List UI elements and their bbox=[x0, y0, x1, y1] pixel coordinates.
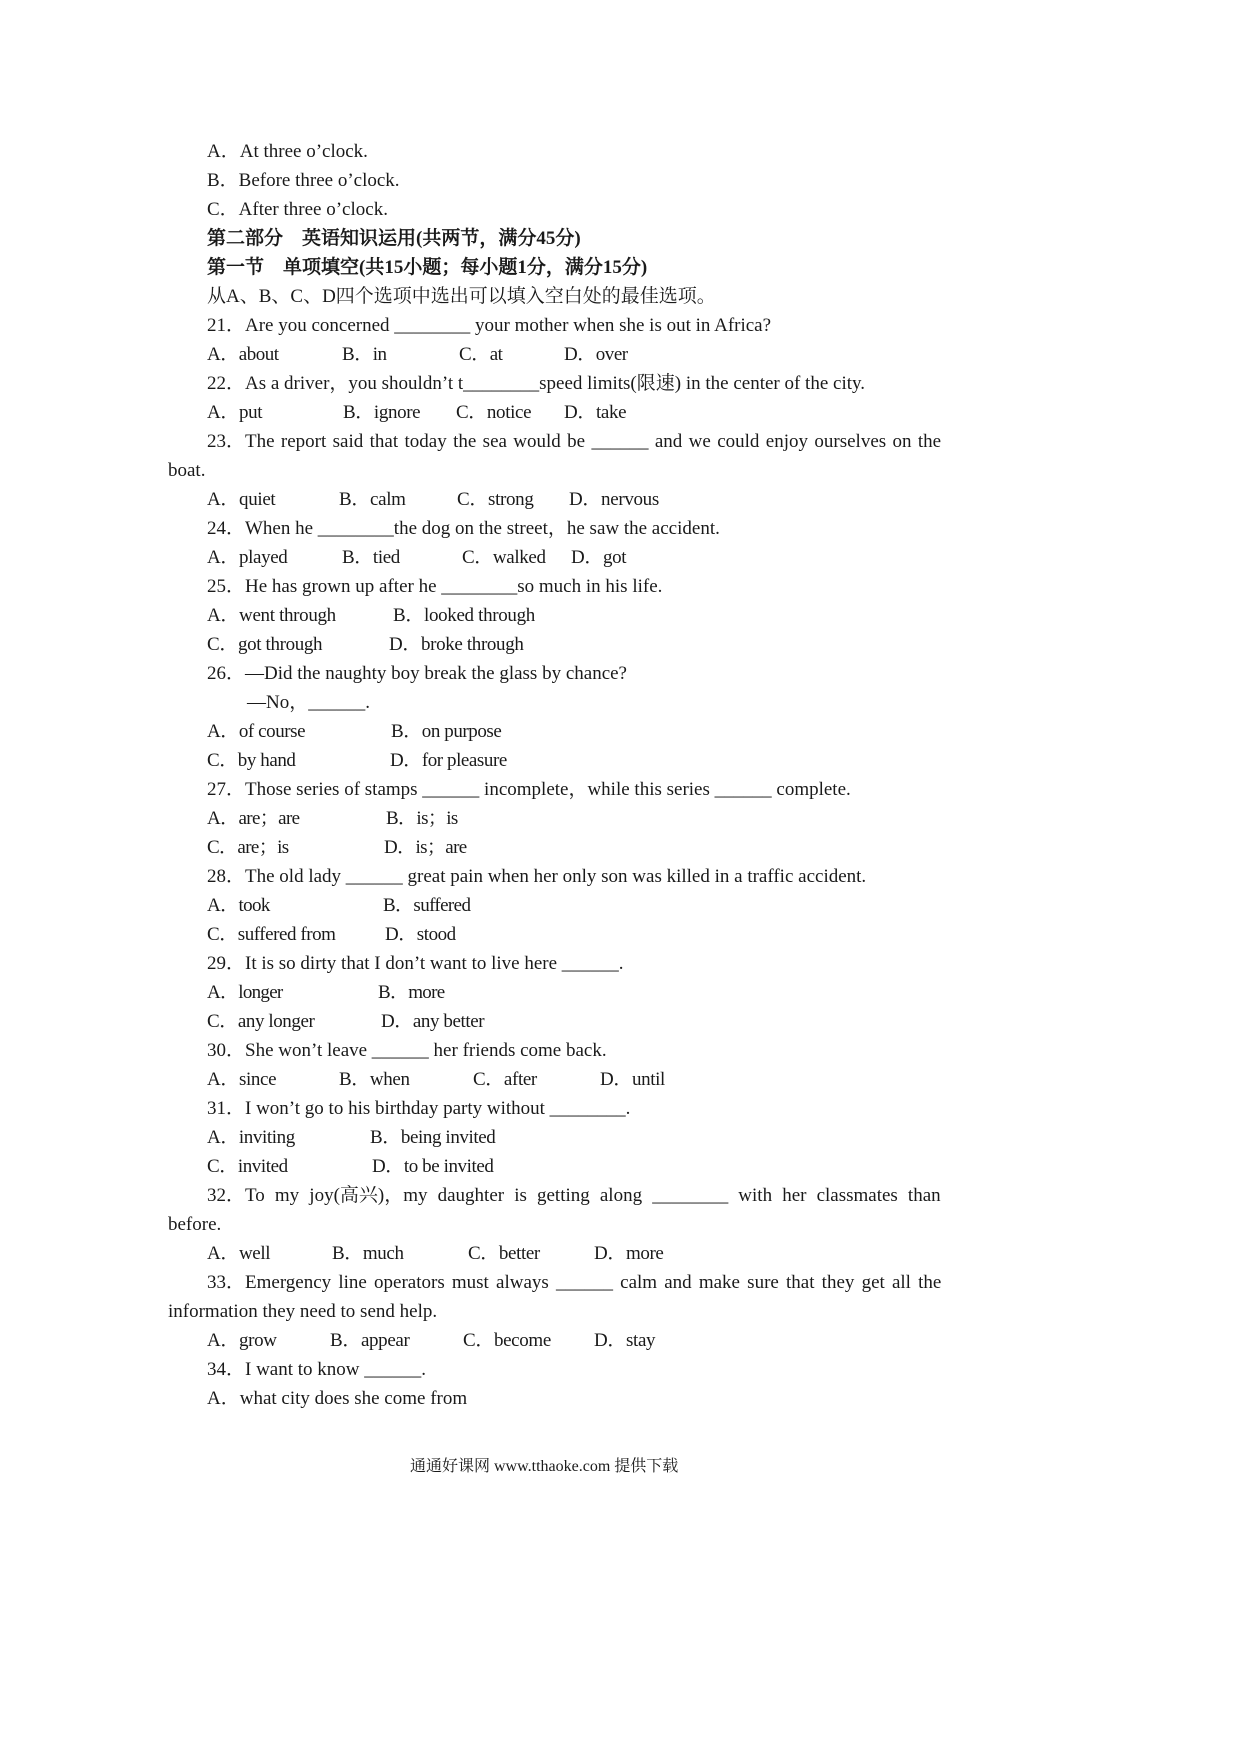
answer-option: C．at bbox=[459, 344, 503, 365]
answer-option: D．stood bbox=[385, 924, 456, 945]
question-stem: 21．Are you concerned ________ your mother when she is out in Africa? bbox=[207, 315, 772, 336]
answer-option: C．strong bbox=[457, 489, 534, 510]
answer-option: B．more bbox=[378, 982, 445, 1003]
answer-options-row bbox=[0, 633, 1240, 657]
answer-option: A．of course bbox=[207, 721, 306, 742]
question-stem: 27．Those series of stamps ______ incomplete，while this series ______ complete. bbox=[207, 779, 851, 800]
text-line: —No，______. bbox=[247, 692, 370, 713]
answer-options-row bbox=[0, 836, 1240, 860]
answer-options-row bbox=[0, 343, 1240, 367]
answer-option: A．played bbox=[207, 547, 288, 568]
answer-option: B．much bbox=[332, 1243, 404, 1264]
question-stem: 28．The old lady ______ great pain when her only son was killed in a traffic accident. bbox=[207, 866, 867, 887]
answer-option: D．over bbox=[564, 344, 628, 365]
answer-options-row bbox=[0, 1329, 1240, 1353]
answer-option: C．notice bbox=[456, 402, 532, 423]
answer-option: A．what city does she come from bbox=[207, 1388, 468, 1409]
answer-option: C．any longer bbox=[207, 1011, 315, 1032]
question-stem: 22．As a driver，you shouldn’t t________speed limits(限速) in the center of the city. bbox=[207, 373, 866, 394]
answer-option: A．At three o’clock. bbox=[207, 141, 368, 162]
answer-option: A．well bbox=[207, 1243, 271, 1264]
answer-option: D．to be invited bbox=[372, 1156, 494, 1177]
answer-option: A．are；are bbox=[207, 808, 300, 829]
answer-options-row bbox=[0, 604, 1240, 628]
answer-option: D．is；are bbox=[384, 837, 467, 858]
answer-option: B．calm bbox=[339, 489, 406, 510]
answer-options-row bbox=[0, 488, 1240, 512]
answer-option: C．walked bbox=[462, 547, 546, 568]
answer-options-row bbox=[0, 894, 1240, 918]
answer-option: A．longer bbox=[207, 982, 283, 1003]
answer-option: D．more bbox=[594, 1243, 664, 1264]
text-line: information they need to send help. bbox=[168, 1301, 438, 1322]
question-stem: 31．I won’t go to his birthday party without ________. bbox=[207, 1098, 631, 1119]
section-heading: 第二部分 英语知识运用(共两节，满分45分) bbox=[207, 228, 581, 249]
answer-option: C．become bbox=[463, 1330, 551, 1351]
answer-options-row bbox=[0, 749, 1240, 773]
answer-option: B．in bbox=[342, 344, 387, 365]
answer-option: C．suffered from bbox=[207, 924, 336, 945]
answer-option: D．take bbox=[564, 402, 627, 423]
answer-option: A．since bbox=[207, 1069, 277, 1090]
answer-options-row bbox=[0, 1155, 1240, 1179]
answer-options-row bbox=[0, 1126, 1240, 1150]
answer-option: C．got through bbox=[207, 634, 323, 655]
answer-option: C．better bbox=[468, 1243, 540, 1264]
answer-option: B．appear bbox=[330, 1330, 410, 1351]
answer-option: B．being invited bbox=[370, 1127, 496, 1148]
answer-options-row bbox=[0, 401, 1240, 425]
question-stem: 23．The report said that today the sea would be ______ and we could enjoy ourselves on the bbox=[207, 431, 942, 452]
answer-option: A．about bbox=[207, 344, 279, 365]
answer-option: C．are；is bbox=[207, 837, 289, 858]
section-heading: 第一节 单项填空(共15小题；每小题1分，满分15分) bbox=[207, 257, 648, 278]
answer-options-row bbox=[0, 720, 1240, 744]
answer-option: A．inviting bbox=[207, 1127, 295, 1148]
answer-options-row bbox=[0, 1068, 1240, 1092]
question-stem: 24．When he ________the dog on the street，he saw the accident. bbox=[207, 518, 720, 539]
text-line: before. bbox=[168, 1214, 222, 1235]
answer-option: B．looked through bbox=[393, 605, 535, 626]
answer-option: B．ignore bbox=[343, 402, 421, 423]
answer-option: A．quiet bbox=[207, 489, 276, 510]
answer-option: C．after bbox=[473, 1069, 537, 1090]
answer-option: A．grow bbox=[207, 1330, 277, 1351]
answer-options-row bbox=[0, 546, 1240, 570]
answer-option: D．nervous bbox=[569, 489, 659, 510]
question-stem: 26．—Did the naughty boy break the glass by chance? bbox=[207, 663, 627, 684]
question-stem: 25．He has grown up after he ________so much in his life. bbox=[207, 576, 663, 597]
answer-option: D．got bbox=[571, 547, 627, 568]
question-stem: 34．I want to know ______. bbox=[207, 1359, 427, 1380]
page-footer: 通通好课网 www.tthaoke.com 提供下载 bbox=[410, 1458, 679, 1475]
text-line: boat. bbox=[168, 460, 206, 481]
text-line: 从A、B、C、D四个选项中选出可以填入空白处的最佳选项。 bbox=[207, 286, 716, 307]
answer-option: B．suffered bbox=[383, 895, 471, 916]
answer-options-row bbox=[0, 807, 1240, 831]
question-stem: 30．She won’t leave ______ her friends come back. bbox=[207, 1040, 607, 1061]
answer-option: C．After three o’clock. bbox=[207, 199, 388, 220]
answer-options-row bbox=[0, 923, 1240, 947]
answer-option: A．went through bbox=[207, 605, 336, 626]
answer-option: D．until bbox=[600, 1069, 665, 1090]
answer-option: D．for pleasure bbox=[390, 750, 507, 771]
answer-option: B．tied bbox=[342, 547, 400, 568]
answer-option: C．invited bbox=[207, 1156, 288, 1177]
answer-options-row bbox=[0, 981, 1240, 1005]
answer-option: D．broke through bbox=[389, 634, 524, 655]
answer-option: B．when bbox=[339, 1069, 410, 1090]
answer-option: A．put bbox=[207, 402, 263, 423]
question-stem: 33．Emergency line operators must always ______ calm and make sure that they get all the bbox=[207, 1272, 942, 1293]
answer-option: D．any better bbox=[381, 1011, 485, 1032]
answer-option: D．stay bbox=[594, 1330, 656, 1351]
answer-options-row bbox=[0, 1010, 1240, 1034]
question-stem: 29．It is so dirty that I don’t want to live here ______. bbox=[207, 953, 624, 974]
question-stem: 32．To my joy(高兴)，my daughter is getting along ________ with her classmates than bbox=[207, 1185, 941, 1206]
answer-option: B．on purpose bbox=[391, 721, 502, 742]
answer-option: C．by hand bbox=[207, 750, 296, 771]
answer-option: B．Before three o’clock. bbox=[207, 170, 400, 191]
answer-options-row bbox=[0, 1242, 1240, 1266]
answer-option: A．took bbox=[207, 895, 270, 916]
answer-option: B．is；is bbox=[386, 808, 458, 829]
